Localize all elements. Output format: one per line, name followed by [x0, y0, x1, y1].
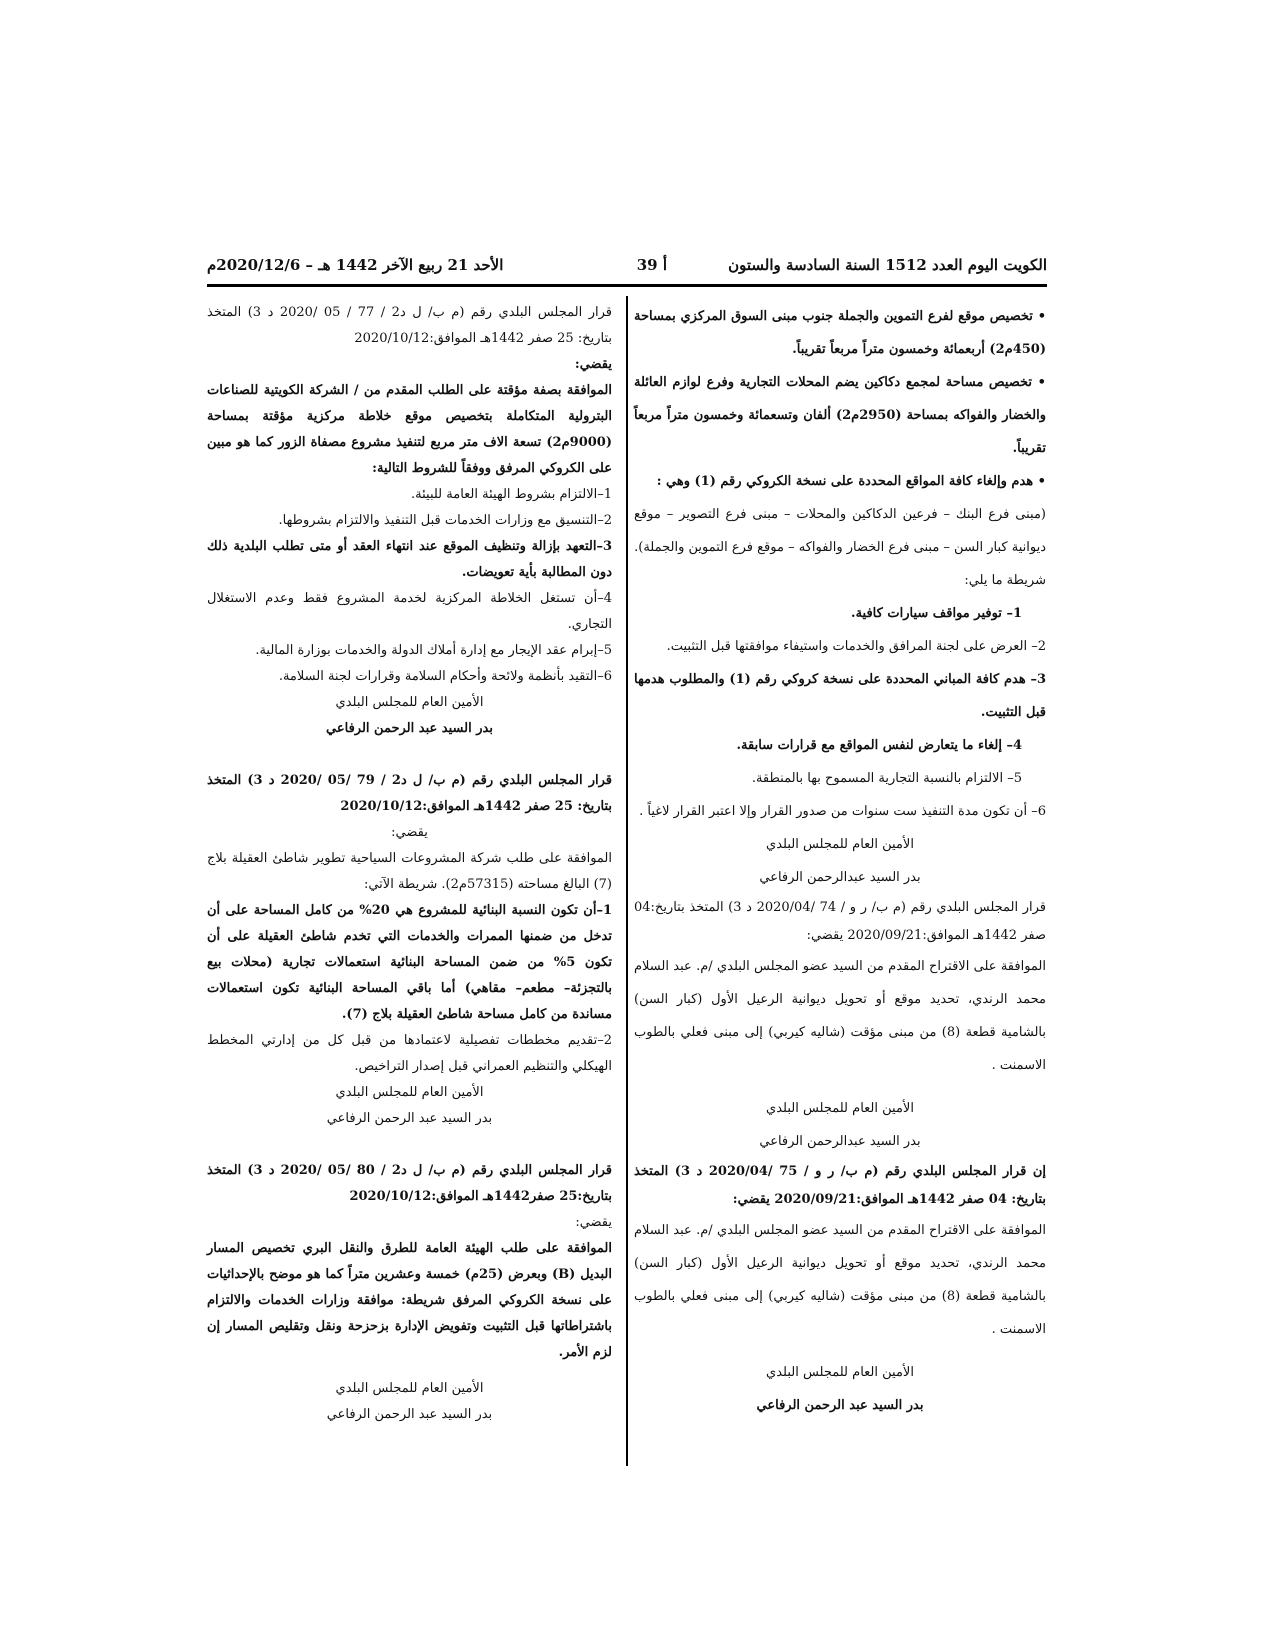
conditions-intro: شريطة ما يلي:: [964, 573, 1046, 588]
decision-77-condition-3: 3–التعهد بإزالة وتنظيف الموقع عند انتهاء العقد أو متى تطلب البلدية ذلك دون المطالبة بأية تعويضات.: [207, 539, 612, 580]
decision-79-heading: قرار المجلس البلدي رقم (م ب/ ل د2 / 79 /05 /2020 د 3) المتخذ بتاريخ: 25 صفر 1442هـ الموافق:2020/10/12: [207, 773, 612, 814]
signature-name: بدر السيد عبد الرحمن الرفاعي: [326, 1111, 493, 1126]
condition-2: 2– العرض على لجنة المرافق والخدمات واستيفاء موافقتها قبل التثبيت.: [666, 639, 1046, 654]
condition-4: 4– إلغاء ما يتعارض لنفس المواقع مع قرارات سابقة.: [736, 738, 1022, 753]
decision-77-heading: قرار المجلس البلدي رقم (م ب/ ل د2 / 77 / 05 /2020 د 3) المتخذ بتاريخ: 25 صفر 1442هـ الموافق:2020/10/12: [207, 305, 612, 346]
signature-title: الأمين العام للمجلس البلدي: [335, 695, 484, 710]
condition-1: 1– توفير مواقف سيارات كافية.: [851, 606, 1022, 621]
decision-79-condition-2: 2–تقديم مخططات تفصيلية لاعتمادها من قبل كل من إدارتي المخطط الهيكلي والتنظيم العمراني قبل إصدار التراخيص.: [207, 1033, 612, 1074]
bullet-3-list: (مبنى فرع البنك – فرعين الدكاكين والمحلات – مبنى فرع التصوير – موقع ديوانية كبار السن – مبنى فرع الخضار والفواكه – موقع فرع التموين والجملة).: [634, 507, 1046, 555]
column-divider: [626, 296, 628, 1466]
signature-name: بدر السيد عبد الرحمن الرفاعي: [326, 1407, 493, 1422]
decision-80-body: الموافقة على طلب الهيئة العامة للطرق والنقل البري تخصيص المسار البديل (B) وبعرض (25م) خمسة وعشرين متراً كما هو موضح بالإحداثيات على نسخة الكروكي المرفق شريطة: موافقة وزارات الخدمات والالتزام باشتراطاتها قبل التثبيت وتفويض الإدارة بزحزحة ونقل وتقليص المسار إن لزم الأمر.: [207, 1241, 612, 1360]
decision-75-heading: إن قرار المجلس البلدي رقم (م ب/ ر و / 75 /2020/04 د 3) المتخذ بتاريخ: 04 صفر 1442هـ الموافق:2020/09/21 يقضي:: [634, 1164, 1047, 1207]
decision-77-condition-5: 5–إبرام عقد الإيجار مع إدارة أملاك الدولة والخدمات بوزارة المالية.: [255, 643, 612, 658]
header-issue: الكويت اليوم العدد 1512 السنة السادسة والستون: [728, 256, 1047, 274]
bullet-3: • هدم وإلغاء كافة المواقع المحددة على نسخة الكروكي رقم (1) وهي :: [656, 474, 1046, 489]
bullet-1: • تخصيص موقع لفرع التموين والجملة جنوب مبنى السوق المركزي بمساحة (450م2) أربعمائة وخمسون متراً مربعاً تقريباً.: [634, 309, 1046, 357]
decision-77-condition-1: 1–الالتزام بشروط الهيئة العامة للبيئة.: [411, 487, 612, 502]
decision-77-condition-2: 2–التنسيق مع وزارات الخدمات قبل التنفيذ والالتزام بشروطها.: [278, 513, 612, 528]
signature-name: بدر السيد عبد الرحمن الرفاعي: [326, 721, 493, 736]
decision-77-condition-6: 6–التقيد بأنظمة ولائحة وأحكام السلامة وقرارات لجنة السلامة.: [278, 669, 612, 684]
header-page-number: أ 39: [636, 256, 667, 274]
signature-title: الأمين العام للمجلس البلدي: [766, 1101, 914, 1116]
decision-75-body: الموافقة على الاقتراح المقدم من السيد عضو المجلس البلدي /م. عبد السلام محمد الرندي، تحديد موقع أو تحويل ديوانية الرعيل الأول (كبار السن) بالشامية قطعة (8) من مبنى مؤقت (شاليه كيربي) إلى مبنى فعلي بالطوب الاسمنت .: [634, 1223, 1046, 1337]
decision-77-yaqdi: يقضي:: [574, 357, 612, 372]
signature-title: الأمين العام للمجلس البلدي: [335, 1381, 484, 1396]
signature-name: بدر السيد عبدالرحمن الرفاعي: [759, 870, 921, 885]
decision-74-body: الموافقة على الاقتراح المقدم من السيد عضو المجلس البلدي /م. عبد السلام محمد الرندي، تحديد موقع أو تحويل ديوانية الرعيل الأول (كبار السن) بالشامية قطعة (8) من مبنى مؤقت (شاليه كيربي) إلى مبنى فعلي بالطوب الاسمنت .: [634, 959, 1046, 1073]
page-header: [207, 256, 1047, 282]
decision-77-body: الموافقة بصفة مؤقتة على الطلب المقدم من / الشركة الكويتية للصناعات البترولية المتكاملة بتخصيص موقع خلاطة مركزية مؤقتة بمساحة (9000م2) تسعة الاف متر مربع لتنفيذ مشروع مصفاة الزور كما هو مبين على الكروكي المرفق ووفقاً للشروط التالية:: [207, 383, 612, 476]
header-date: الأحد 21 ربيع الآخر 1442 هـ – 2020/12/6م: [207, 256, 504, 274]
left-column: [207, 300, 612, 1428]
condition-3: 3– هدم كافة المباني المحددة على نسخة كروكي رقم (1) والمطلوب هدمها قبل التثبيت.: [634, 672, 1046, 720]
decision-79-condition-1: 1–أن تكون النسبة البنائية للمشروع هي 20% من كامل المساحة على أن تدخل من ضمنها الممرات والخدمات التي تخدم شاطئ العقيلة على أن تكون 5% من ضمن المساحة البنائية استعمالات تجارية (محلات بيع بالتجزئة– مطعم– مقاهي) أما باقي المساحة البنائية تكون استعمالات مساندة من كامل مساحة شاطئ العقيلة بلاج (7).: [207, 903, 612, 1022]
condition-6: 6– أن تكون مدة التنفيذ ست سنوات من صدور القرار وإلا اعتبر القرار لاغياً .: [639, 804, 1046, 819]
decision-79-body: الموافقة على طلب شركة المشروعات السياحية تطوير شاطئ العقيلة بلاج (7) البالغ مساحته (57315م2). شريطة الآتي:: [207, 851, 612, 892]
bullet-2: • تخصيص مساحة لمجمع دكاكين يضم المحلات التجارية وفرع لوازم العائلة والخضار والفواكه بمساحة (2950م2) ألفان وتسعمائة وخمسون متراً مربعاً تقريباً.: [634, 375, 1046, 456]
right-column: [634, 300, 1046, 1422]
decision-74-heading: قرار المجلس البلدي رقم (م ب/ ر و / 74 /2020/04 د 3) المتخذ بتاريخ:04 صفر 1442هـ الموافق:2020/09/21 يقضي:: [634, 900, 1047, 943]
signature-name: بدر السيد عبد الرحمن الرفاعي: [756, 1398, 924, 1413]
decision-80-heading: قرار المجلس البلدي رقم (م ب/ ل د2 / 80 /05 /2020 د 3) المتخذ بتاريخ:25 صفر1442هـ الموافق:2020/10/12: [207, 1163, 612, 1204]
signature-title: الأمين العام للمجلس البلدي: [766, 1365, 914, 1380]
signature-title: الأمين العام للمجلس البلدي: [335, 1085, 484, 1100]
condition-5: 5– الالتزام بالنسبة التجارية المسموح بها بالمنطقة.: [751, 771, 1022, 786]
signature-title: الأمين العام للمجلس البلدي: [766, 837, 914, 852]
signature-name: بدر السيد عبدالرحمن الرفاعي: [759, 1134, 921, 1149]
decision-80-yaqdi: يقضي:: [575, 1215, 612, 1230]
decision-79-yaqdi: يقضي:: [391, 825, 428, 840]
decision-77-condition-4: 4–أن تستغل الخلاطة المركزية لخدمة المشروع فقط وعدم الاستغلال التجاري.: [207, 591, 612, 632]
header-rule: [207, 284, 1047, 287]
